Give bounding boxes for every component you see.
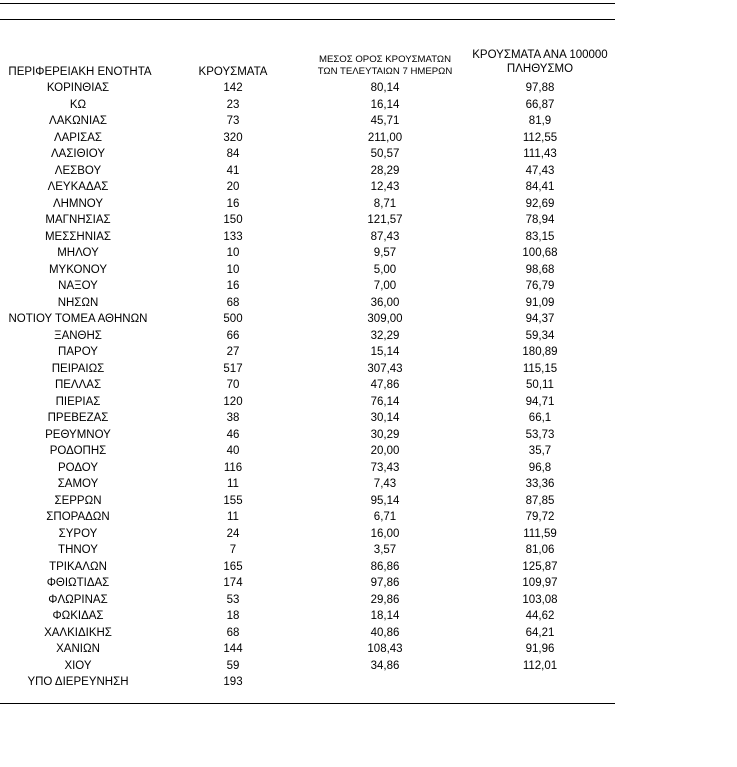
cell-7day-average: 47,86	[370, 379, 400, 391]
cell-cases: 68	[226, 296, 240, 309]
cell-region: ΛΑΚΩΝΙΑΣ	[49, 115, 107, 127]
table-row	[0, 493, 620, 510]
cell-region: ΝΗΣΩΝ	[57, 296, 99, 309]
table-row	[0, 608, 620, 625]
cell-7day-average: 121,57	[367, 214, 403, 226]
cell-7day-average: 108,43	[367, 643, 403, 655]
cell-cases: 23	[226, 98, 240, 111]
cell-cases: 120	[223, 395, 243, 408]
cell-7day-average: 9,57	[373, 247, 397, 259]
cell-7day-average: 211,00	[367, 131, 403, 144]
cell-region: ΝΑΞΟΥ	[58, 280, 98, 292]
cell-cases-per-100k: 100,68	[522, 247, 558, 259]
table-row	[0, 295, 620, 312]
cell-cases-per-100k: 94,37	[525, 313, 555, 325]
cell-region: ΧΑΝΙΩΝ	[56, 643, 100, 655]
cell-region: ΤΗΝΟΥ	[58, 544, 98, 556]
cell-cases: 73	[226, 115, 240, 127]
table-row	[0, 674, 620, 691]
cell-7day-average: 73,43	[370, 461, 400, 474]
table-row	[0, 262, 620, 279]
cell-cases-per-100k: 111,59	[523, 527, 557, 540]
table-row	[0, 97, 620, 114]
cell-region: ΚΟΡΙΝΘΙΑΣ	[46, 82, 110, 94]
cell-7day-average: 36,00	[370, 296, 400, 309]
cell-cases: 38	[226, 412, 240, 424]
cell-7day-average: 30,14	[370, 412, 400, 424]
header-cases: ΚΡΟΥΣΜΑΤΑ	[198, 66, 268, 78]
cell-cases-per-100k: 53,73	[525, 428, 555, 441]
cell-7day-average: 3,57	[373, 544, 397, 556]
table-row	[0, 641, 620, 658]
cell-cases: 11	[227, 511, 239, 523]
cell-cases-per-100k: 59,34	[525, 329, 555, 342]
cell-cases-per-100k: 125,87	[522, 560, 558, 573]
cell-region: ΣΠΟΡΑΔΩΝ	[46, 511, 110, 523]
cell-cases: 40	[226, 445, 240, 457]
cell-cases: 84	[226, 148, 240, 160]
table-row	[0, 410, 620, 427]
table-row	[0, 113, 620, 130]
header-top-rule	[0, 19, 615, 20]
cell-region: ΥΠΟ ΔΙΕΡΕΥΝΗΣΗ	[27, 676, 129, 688]
table-row	[0, 592, 620, 609]
cell-7day-average: 45,71	[370, 115, 400, 127]
cell-7day-average: 20,00	[370, 445, 400, 457]
table-row	[0, 361, 620, 378]
cell-cases: 155	[223, 494, 243, 507]
table-row	[0, 328, 620, 345]
cell-7day-average: 86,86	[370, 560, 400, 573]
table-row	[0, 196, 620, 213]
cell-cases-per-100k: 76,79	[525, 280, 555, 292]
cell-cases-per-100k: 115,15	[522, 362, 558, 375]
cell-cases-per-100k: 112,55	[522, 131, 558, 144]
cell-cases-per-100k: 180,89	[522, 346, 558, 358]
cell-cases-per-100k: 92,69	[525, 197, 555, 210]
table-row	[0, 212, 620, 229]
cell-cases: 500	[223, 313, 243, 325]
cell-7day-average: 76,14	[370, 395, 400, 408]
cell-region: ΣΕΡΡΩΝ	[54, 494, 102, 507]
cell-cases: 68	[226, 626, 240, 639]
cell-region: ΤΡΙΚΑΛΩΝ	[49, 560, 107, 573]
cell-7day-average: 18,14	[370, 610, 400, 622]
cell-cases: 70	[226, 379, 240, 391]
cell-region: ΦΩΚΙΔΑΣ	[52, 610, 104, 622]
table-row	[0, 229, 620, 246]
cell-cases-per-100k: 91,09	[525, 296, 555, 309]
cell-cases: 46	[226, 428, 240, 441]
cell-cases-per-100k: 109,97	[522, 577, 558, 589]
table-row	[0, 476, 620, 493]
cell-region: ΜΑΓΝΗΣΙΑΣ	[45, 214, 111, 226]
cell-7day-average: 50,57	[370, 148, 400, 160]
cell-cases-per-100k: 78,94	[525, 214, 555, 226]
cell-cases-per-100k: 66,1	[528, 412, 552, 424]
data-table-body	[0, 80, 620, 691]
cell-7day-average: 95,14	[370, 494, 400, 507]
cell-cases: 66	[226, 329, 240, 342]
table-row	[0, 344, 620, 361]
cell-region: ΡΟΔΟΠΗΣ	[49, 445, 107, 457]
cell-region: ΠΕΙΡΑΙΩΣ	[51, 362, 105, 375]
cell-cases-per-100k: 33,36	[525, 478, 555, 490]
cell-cases: 27	[226, 346, 240, 358]
cell-cases-per-100k: 91,96	[525, 643, 555, 655]
cell-cases-per-100k: 87,85	[525, 494, 555, 507]
header-cases-per-100k-line2: ΠΛΗΘΥΣΜΟ	[506, 63, 574, 75]
cell-cases-per-100k: 94,71	[525, 395, 555, 408]
cell-7day-average: 16,14	[370, 98, 400, 111]
cell-region: ΛΑΣΙΘΙΟΥ	[50, 148, 106, 160]
cell-region: ΛΕΣΒΟΥ	[54, 164, 102, 177]
cell-7day-average: 34,86	[370, 659, 400, 672]
table-row	[0, 245, 620, 262]
table-row	[0, 526, 620, 543]
cell-region: ΣΥΡΟΥ	[58, 527, 98, 540]
cell-7day-average: 15,14	[370, 346, 400, 358]
bottom-rule	[0, 703, 615, 704]
cell-cases-per-100k: 47,43	[525, 164, 555, 177]
cell-cases: 116	[223, 461, 243, 474]
cell-region: ΡΕΘΥΜΝΟΥ	[45, 428, 111, 441]
cell-region: ΧΙΟΥ	[64, 659, 92, 672]
cell-cases-per-100k: 83,15	[525, 230, 555, 243]
cell-region: ΦΛΩΡΙΝΑΣ	[48, 593, 108, 606]
cell-region: ΠΕΛΛΑΣ	[54, 379, 102, 391]
table-row	[0, 394, 620, 411]
cell-cases: 16	[226, 197, 240, 210]
cell-region: ΠΙΕΡΙΑΣ	[55, 395, 101, 408]
table-row	[0, 427, 620, 444]
cell-region: ΠΑΡΟΥ	[58, 346, 98, 358]
cell-region: ΛΑΡΙΣΑΣ	[53, 131, 103, 144]
cell-cases: 193	[223, 676, 243, 688]
cell-cases-per-100k: 79,72	[525, 511, 555, 523]
cell-cases: 10	[226, 263, 240, 276]
table-row	[0, 460, 620, 477]
cell-region: ΡΟΔΟΥ	[57, 461, 99, 474]
cell-cases-per-100k: 97,88	[525, 82, 555, 94]
cell-7day-average: 6,71	[373, 511, 397, 523]
cell-cases: 59	[226, 659, 240, 672]
cell-cases-per-100k: 81,9	[528, 115, 552, 127]
cell-cases-per-100k: 66,87	[525, 98, 555, 111]
cell-cases: 7	[229, 544, 237, 556]
cell-cases: 174	[223, 577, 243, 589]
table-row	[0, 625, 620, 642]
cell-cases-per-100k: 103,08	[522, 593, 558, 606]
cell-region: ΧΑΛΚΙΔΙΚΗΣ	[44, 626, 112, 639]
cell-cases-per-100k: 84,41	[525, 181, 555, 193]
cell-region: ΛΗΜΝΟΥ	[52, 197, 104, 210]
cell-7day-average: 5,00	[373, 263, 397, 276]
cell-region: ΠΡΕΒΕΖΑΣ	[47, 412, 109, 424]
cell-cases: 144	[223, 643, 243, 655]
cell-cases-per-100k: 98,68	[525, 263, 555, 276]
cell-cases-per-100k: 96,8	[528, 461, 552, 474]
cell-cases: 41	[226, 164, 240, 177]
cell-cases: 11	[227, 478, 239, 490]
top-rule	[0, 3, 615, 4]
cell-7day-average: 7,43	[373, 478, 397, 490]
cell-region: ΜΗΛΟΥ	[57, 247, 99, 259]
cell-cases-per-100k: 35,7	[528, 445, 552, 457]
table-row	[0, 130, 620, 147]
cell-cases: 142	[223, 82, 243, 94]
cell-cases: 133	[223, 230, 243, 243]
cell-cases-per-100k: 50,11	[526, 379, 554, 391]
cell-cases-per-100k: 111,43	[523, 148, 557, 160]
cell-7day-average: 7,00	[373, 280, 397, 292]
cell-7day-average: 12,43	[370, 181, 400, 193]
cell-cases: 18	[226, 610, 240, 622]
cell-cases: 10	[226, 247, 240, 259]
cell-cases-per-100k: 81,06	[525, 544, 555, 556]
header-cases-per-100k	[462, 48, 618, 76]
table-row	[0, 443, 620, 460]
cell-cases: 320	[223, 131, 243, 144]
cell-cases: 150	[223, 214, 243, 226]
cell-region: ΝΟΤΙΟΥ ΤΟΜΕΑ ΑΘΗΝΩΝ	[8, 313, 148, 325]
cell-region: ΜΥΚΟΝΟΥ	[48, 263, 108, 276]
cell-7day-average: 80,14	[370, 82, 400, 94]
table-row	[0, 163, 620, 180]
header-7day-average-line2: ΤΩΝ ΤΕΛΕΥΤΑΙΩΝ 7 ΗΜΕΡΩΝ	[317, 66, 453, 77]
cell-7day-average: 30,29	[370, 428, 400, 441]
cell-cases: 165	[223, 560, 243, 573]
cell-region: ΞΑΝΘΗΣ	[54, 329, 102, 342]
table-row	[0, 658, 620, 675]
cell-7day-average: 16,00	[370, 527, 400, 540]
table-row	[0, 575, 620, 592]
cell-7day-average: 28,29	[370, 164, 400, 177]
cell-region: ΦΘΙΩΤΙΔΑΣ	[46, 577, 110, 589]
cell-7day-average: 307,43	[367, 362, 403, 375]
cell-cases: 20	[226, 181, 240, 193]
cell-region: ΣΑΜΟΥ	[57, 478, 99, 490]
cell-region: ΚΩ	[69, 98, 87, 111]
table-row	[0, 542, 620, 559]
cell-cases-per-100k: 44,62	[525, 610, 555, 622]
header-cases-per-100k-line1: ΚΡΟΥΣΜΑΤΑ ΑΝΑ 100000	[472, 49, 608, 61]
cell-7day-average: 40,86	[370, 626, 400, 639]
table-row	[0, 278, 620, 295]
cell-cases: 16	[226, 280, 240, 292]
header-7day-average	[305, 54, 465, 78]
cell-7day-average: 87,43	[370, 230, 400, 243]
cell-cases-per-100k: 112,01	[522, 659, 558, 672]
cell-7day-average: 309,00	[367, 313, 403, 325]
header-7day-average-line1: ΜΕΣΟΣ ΟΡΟΣ ΚΡΟΥΣΜΑΤΩΝ	[318, 54, 452, 65]
cell-7day-average: 32,29	[370, 329, 400, 342]
cell-region: ΜΕΣΣΗΝΙΑΣ	[44, 230, 112, 243]
cell-7day-average: 29,86	[370, 593, 400, 606]
header-region: ΠΕΡΙΦΕΡΕΙΑΚΗ ΕΝΟΤΗΤΑ	[8, 66, 152, 78]
cell-cases: 24	[226, 527, 240, 540]
table-row	[0, 80, 620, 97]
cell-7day-average: 8,71	[373, 197, 397, 210]
table-row	[0, 146, 620, 163]
table-row	[0, 311, 620, 328]
cell-7day-average: 97,86	[370, 577, 400, 589]
cell-cases: 53	[226, 593, 240, 606]
table-row	[0, 377, 620, 394]
cell-cases: 517	[223, 362, 243, 375]
cell-region: ΛΕΥΚΑΔΑΣ	[47, 181, 109, 193]
table-row	[0, 509, 620, 526]
cell-cases-per-100k: 64,21	[525, 626, 555, 639]
table-row	[0, 179, 620, 196]
table-row	[0, 559, 620, 576]
